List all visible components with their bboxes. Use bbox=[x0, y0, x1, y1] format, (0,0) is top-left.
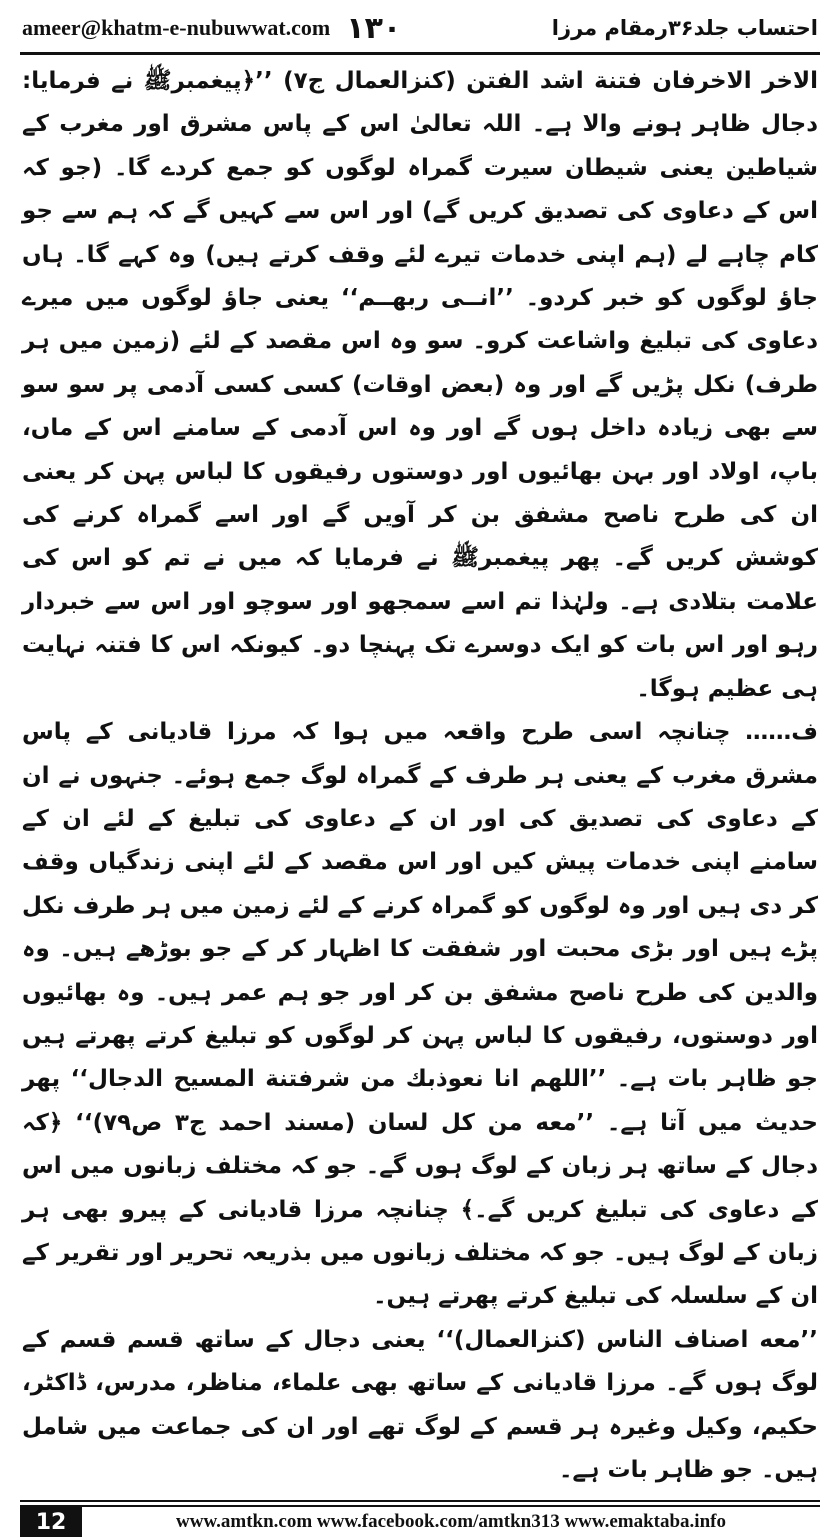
header-rule bbox=[20, 52, 820, 55]
paragraph-hadith: الاخر الاخرفان فتنة اشد الفتن (کنزالعمال ج۷) ’’﴿پیغمبرﷺ نے فرمایا: دجال ظاہر ہونے والا ہے۔ اللہ تعالیٰ اس کے پاس مشرق اور مغرب کے شیاطین یعنی شیطان سیرت گمراہ لوگوں کو جمع کردے گا۔ (جو کہ اس کے دعاوی کی تصدیق کریں گے) اور اس سے کہیں گے کہ ہم سے جو کام چاہے لے (ہم اپنی خدمات تیرے لئے وقف کرتے ہیں) وہ کہے گا۔ ہاں جاؤ لوگوں کو خبر کردو۔ ’’انــی ربهــم‘‘ یعنی جاؤ لوگوں میں میرے دعاوی کی تبلیغ واشاعت کرو۔ سو وہ اس مقصد کے لئے (زمین میں ہر طرف) نکل پڑیں گے اور وہ (بعض اوقات) کسی کسی آدمی پر سو سو سے بھی زیادہ داخل ہوں گے اور وہ اس آدمی کے سامنے اس کے ماں، باپ، اولاد اور بہن بھائیوں اور دوستوں رفیقوں کا لباس پہن کر یعنی ان کی طرح ناصح مشفق بن کر آویں گے اور اسے گمراہ کرنے کی کوشش کریں گے۔ پھر پیغمبرﷺ نے فرمایا کہ میں نے تم کو اس کی علامت بتلادی ہے۔ ولہٰذا تم اسے سمجھو اور سوچو اور اس سے خبردار رہو اور اس بات کو ایک دوسرے تک پہنچا دو۔ کیونکہ اس کا فتنہ نہایت ہی عظیم ہوگا۔ bbox=[22, 68, 818, 702]
header-email: ameer@khatm-e-nubuwwat.com bbox=[22, 15, 331, 40]
footer-number: 12 bbox=[20, 1507, 82, 1537]
page-footer bbox=[20, 1508, 820, 1536]
page-header bbox=[22, 8, 818, 48]
page-body bbox=[22, 60, 818, 1483]
book-title: احتساب جلد۳۶رمقام مرزا bbox=[551, 16, 818, 40]
header-left bbox=[22, 11, 401, 46]
paragraph-commentary: ف…… چنانچہ اسی طرح واقعہ میں ہوا کہ مرزا قادیانی کے پاس مشرق مغرب کے یعنی ہر طرف کے گمراہ لوگ جمع ہوئے۔ جنہوں نے ان کے دعاوی کی تصدیق کی اور ان کے دعاوی کی تبلیغ کے لئے ان کے سامنے اپنی خدمات پیش کیں اور اس مقصد کے لئے اپنی زندگیاں وقف کر دی ہیں اور وہ لوگوں کو گمراہ کرنے کے لئے زمین میں ہر طرف نکل پڑے ہیں اور بڑی محبت اور شفقت کا اظہار کر کے جو بوڑھے ہیں۔ وہ والدین کی طرح ناصح مشفق بن کر اور جو ہم عمر ہیں۔ وہ بھائیوں اور دوستوں، رفیقوں کا لباس پہن کر لوگوں کو تبلیغ کرتے پھرتے ہیں جو ظاہر بات ہے۔ ’’اللهم انا نعوذبك من شرفتنة المسيح الدجال‘‘ پھر حدیث میں آتا ہے۔ ’’معه من كل لسان (مسند احمد ج۳ ص۷۹)‘‘ ﴿کہ دجال کے ساتھ ہر زبان کے لوگ ہوں گے۔ جو کہ مختلف زبانوں میں اس کے دعاوی کی تبلیغ کریں گے۔﴾ چنانچہ مرزا قادیانی کے پیرو بھی ہر زبان کے لوگ ہیں۔ جو کہ مختلف زبانوں میں بذریعہ تحریر اور تقریر کے ان کے سلسلہ کی تبلیغ کرتے پھرتے ہیں۔ bbox=[22, 719, 818, 1310]
paragraph-kinds-of-people: ’’معه اصناف الناس (كنزالعمال)‘‘ یعنی دجال کے ساتھ قسم قسم کے لوگ ہوں گے۔ مرزا قادیانی کے ساتھ بھی علماء، مناظر، مدرس، ڈاکٹر، حکیم، وکیل وغیرہ ہر قسم کے لوگ تھے اور ان کی جماعت میں شامل ہیں۔ جو ظاہر بات ہے۔ bbox=[22, 1326, 818, 1483]
footer-links: www.amtkn.com www.facebook.com/amtkn313 www.emaktaba.info bbox=[176, 1511, 726, 1532]
footer-rule bbox=[20, 1500, 820, 1502]
page-number: ۱۳۰ bbox=[346, 10, 402, 46]
footer-rule-2 bbox=[20, 1505, 820, 1507]
